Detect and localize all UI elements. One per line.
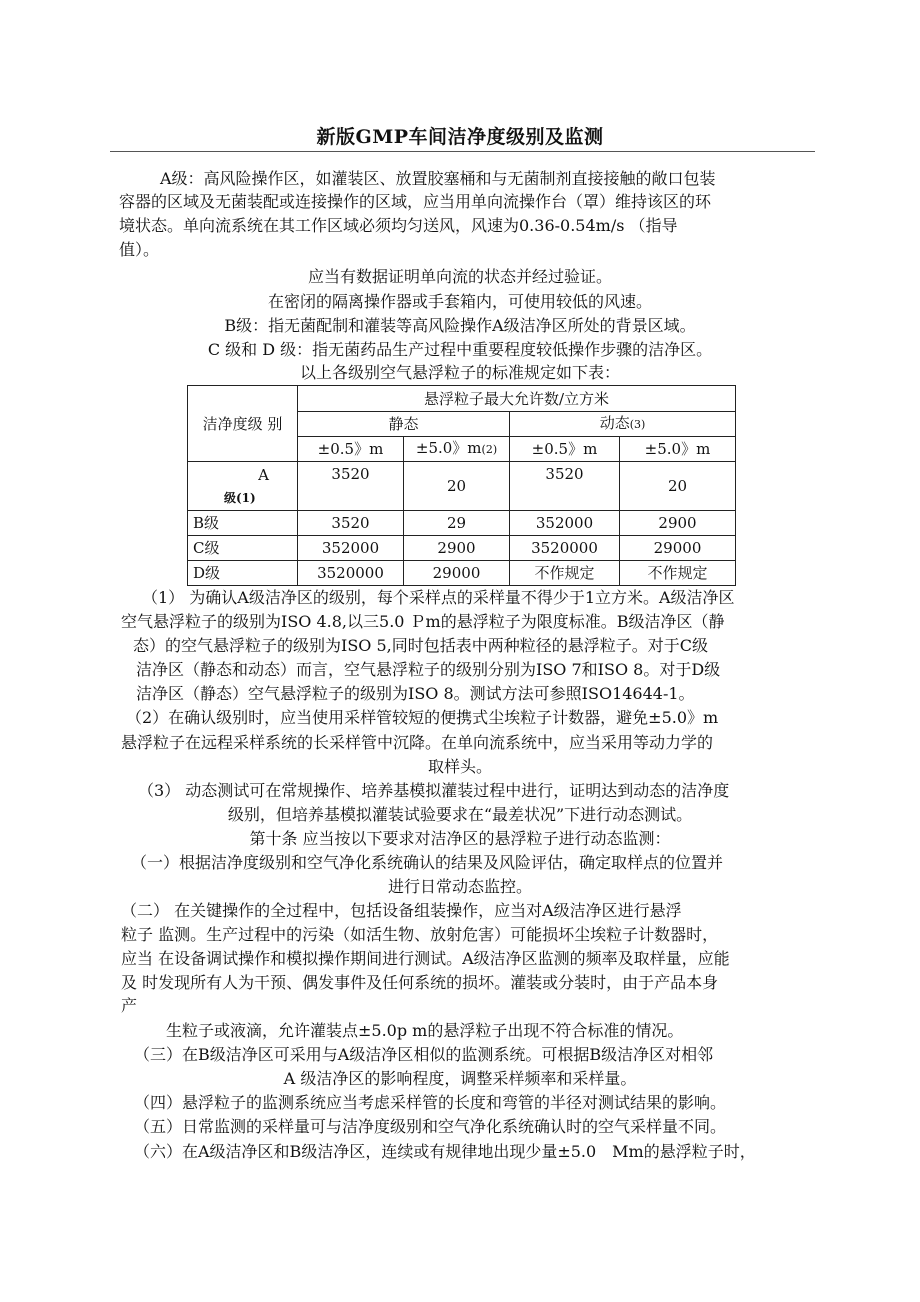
table-cell: 2900 (620, 511, 736, 536)
table-cell: 3520000 (298, 561, 404, 586)
note-3-line-1: （3） 动态测试可在常规操作、培养基模拟灌装过程中进行，证明达到动态的洁净度 (138, 781, 730, 800)
table-cell: 20 (404, 462, 510, 511)
table-cell: 3520000 (510, 536, 620, 561)
static-50-footnote: (2) (481, 443, 498, 456)
page-title: 新版GMP车间洁净度级别及监测 (316, 126, 604, 148)
note-1-line-5: 洁净区（静态）空气悬浮粒子的级别为ISO 8。测试方法可参照ISO14644-1。 (136, 684, 695, 703)
table-cell: 352000 (298, 536, 404, 561)
article-10-item-6: （六）在A级洁净区和B级洁净区，连续或有规律地出现少量±5.0 Mm的悬浮粒子时， (134, 1142, 756, 1161)
note-2-line-3: 取样头。 (427, 757, 492, 776)
header-static-05: ±0.5》m (298, 437, 404, 462)
intro-line-1: A级：高风险操作区，如灌装区、放置胶塞桶和与无菌制剂直接接触的敞口包装 (160, 169, 716, 188)
article-10-item-2-line-5: 产 (121, 996, 138, 1015)
intro-line-3: 境状态。单向流系统在其工作区域必须均匀送风，风速为0.36-0.54m/s （指导 (119, 216, 678, 235)
article-10-item-2-line-2: 粒子 监测。生产过程中的污染（如活生物、放射危害）可能损坏尘埃粒子计数器时， (121, 925, 719, 944)
article-10-item-2-line-1: （二） 在关键操作的全过程中，包括设备组装操作，应当对A级洁净区进行悬浮 (121, 901, 682, 920)
article-10-item-5: （五）日常监测的采样量可与洁净度级别和空气净化系统确认时的空气采样量不同。 (134, 1117, 727, 1136)
particle-limits-table (187, 385, 736, 586)
table-row (188, 561, 736, 586)
article-10-item-3-line-2: A 级洁净区的影响程度，调整采样频率和采样量。 (283, 1069, 637, 1088)
header-max-count: 悬浮粒子最大允许数/立方米 (298, 386, 736, 412)
table-cell: 2900 (404, 536, 510, 561)
article-10-item-2-line-6: 生粒子或液滴，允许灌装点±5.0p m的悬浮粒子出现不符合标准的情况。 (166, 1021, 684, 1040)
table-cell: 3520 (510, 462, 620, 511)
title-divider (110, 151, 815, 152)
article-10-item-1-line-2: 进行日常动态监控。 (387, 877, 532, 896)
table-cell: 3520 (298, 462, 404, 511)
grade-cd-definition: C 级和 D 级：指无菌药品生产过程中重要程度较低操作步骤的洁净区。 (207, 340, 713, 359)
table-intro: 以上各级别空气悬浮粒子的标准规定如下表： (299, 363, 620, 382)
table-cell: 29 (404, 511, 510, 536)
table-row (188, 462, 736, 511)
table-cell: 29000 (404, 561, 510, 586)
table-cell: 352000 (510, 511, 620, 536)
header-dynamic-50: ±5.0》m (620, 437, 736, 462)
note-1-line-1: （1） 为确认A级洁净区的级别，每个采样点的采样量不得少于1立方米。A级洁净区 (142, 588, 735, 607)
note-1-line-3: 态）的空气悬浮粒子的级别为ISO 5,同时包括表中两种粒径的悬浮粒子。对于C级 (133, 636, 708, 655)
note-2-line-2: 悬浮粒子在远程采样系统的长采样管中沉降。在单向流系统中，应当采用等动力学的 (121, 733, 714, 752)
header-static: 静态 (298, 412, 510, 437)
dynamic-footnote: (3) (629, 418, 646, 431)
article-10-item-2-line-4: 及 时发现所有人为干预、偶发事件及任何系统的损坏。灌装或分装时，由于产品本身 (121, 973, 719, 992)
article-10-item-2-line-3: 应当 在设备调试操作和模拟操作期间进行测试。A级洁净区监测的频率及取样量，应能 (121, 949, 730, 968)
article-10-item-4: （四）悬浮粒子的监测系统应当考虑采样管的长度和弯管的半径对测试结果的影响。 (134, 1093, 727, 1112)
header-dynamic: 动态(3) (510, 412, 736, 437)
row-label-b: B级 (188, 511, 298, 536)
article-10-item-3-line-1: （三）在B级洁净区可采用与A级洁净区相似的监测系统。可根据B级洁净区对相邻 (134, 1045, 714, 1064)
note-1-line-2: 空气悬浮粒子的级别为ISO 4.8,以三5.0 Ｐm的悬浮粒子为限度标准。B级洁净区（静 (121, 612, 725, 631)
table-row (188, 536, 736, 561)
row-label-c: C级 (188, 536, 298, 561)
grade-b-definition: B级：指无菌配制和灌装等高风险操作A级洁净区所处的背景区域。 (224, 316, 696, 335)
header-grade: 洁净度级 别 (188, 386, 298, 462)
header-static-50: ±5.0》m(2) (404, 437, 510, 462)
row-label-d: D级 (188, 561, 298, 586)
table-cell: 20 (620, 462, 736, 511)
article-10-heading: 第十条 应当按以下要求对洁净区的悬浮粒子进行动态监测： (249, 829, 671, 848)
table-cell: 不作规定 (510, 561, 620, 586)
header-dynamic-05: ±0.5》m (510, 437, 620, 462)
note-1-line-4: 洁净区（静态和动态）而言，空气悬浮粒子的级别分别为ISO 7和ISO 8。对于D级 (136, 660, 721, 679)
intro-line-6: 在密闭的隔离操作器或手套箱内，可使用较低的风速。 (267, 292, 652, 311)
row-label-a: A 级(1) (188, 462, 298, 511)
intro-line-2: 容器的区域及无菌装配或连接操作的区域，应当用单向流操作台（罩）维持该区的环 (119, 192, 712, 211)
row-a-footnote: 级(1) (224, 491, 256, 505)
article-10-item-1-line-1: （一）根据洁净度级别和空气净化系统确认的结果及风险评估，确定取样点的位置并 (131, 853, 724, 872)
note-3-line-2: 级别，但培养基模拟灌装试验要求在“最差状况”下进行动态测试。 (227, 805, 693, 824)
intro-line-4: 值）。 (119, 240, 160, 259)
table-cell: 不作规定 (620, 561, 736, 586)
intro-line-5: 应当有数据证明单向流的状态并经过验证。 (307, 267, 612, 286)
table-row (188, 511, 736, 536)
note-2-line-1: （2）在确认级别时，应当使用采样管较短的便携式尘埃粒子计数器，避免±5.0》m (126, 708, 719, 727)
table-cell: 3520 (298, 511, 404, 536)
table-cell: 29000 (620, 536, 736, 561)
